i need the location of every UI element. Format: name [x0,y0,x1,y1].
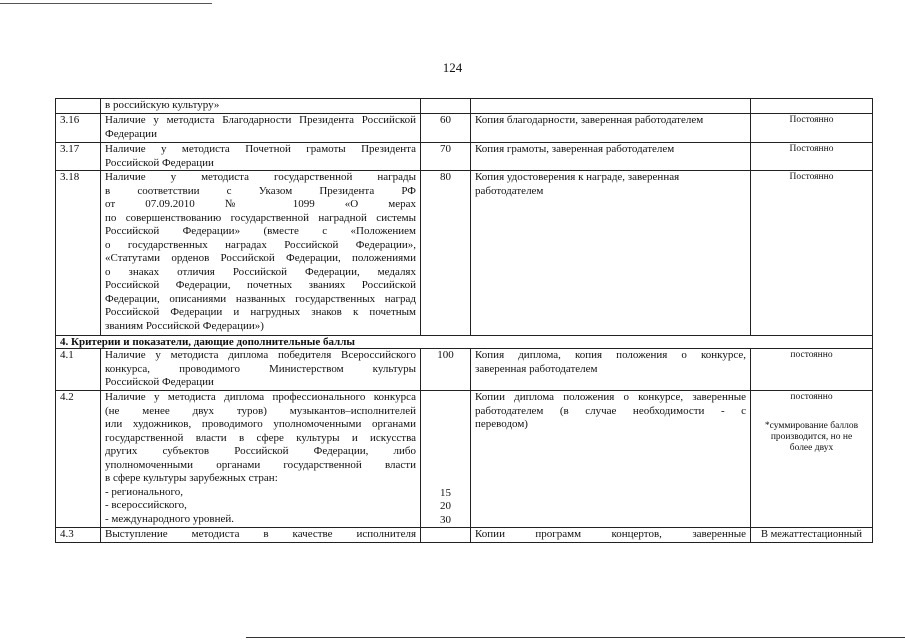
score-line: 20 [440,500,451,512]
document-cell [471,114,751,143]
description-line: других субъектов Российской Федерации, либо [105,445,416,457]
description-line: Наличие у методиста государственной награды [105,171,416,183]
table-row [56,349,873,391]
description-line: в соответствии с Указом Президента РФ [105,184,416,197]
period-note [755,421,868,454]
description-cell [101,528,421,543]
description-line: от 07.09.2010 № 1099 «О мерах [105,198,416,210]
description-line: Федерации, описаниями названных государственных наград [105,292,416,305]
table-row [56,99,873,114]
document-line: Копии программ концертов, заверенные [475,528,746,540]
row-number-cell: 4.3 [56,528,101,543]
period-cell [751,114,873,143]
section-header-row [56,336,873,349]
scan-edge-line-top [0,3,212,4]
document-line: работодателем (в случае необходимости - с [475,404,746,417]
description-line: по совершенствованию государственной наградной системы [105,211,416,224]
document-line: работодателем [475,184,544,197]
description-line: о знаках отличия Российской Федерации, медалях [105,265,416,278]
score-cell: 60 [421,114,471,143]
description-line: «Статутами орденов Российской Федерации, положениями [105,252,416,264]
score-cell: 80 [421,171,471,336]
table-row [56,171,873,336]
period-cell [751,99,873,114]
description-line: Российской Федерации и нагрудных знаков к почетным [105,306,416,318]
description-cell [101,391,421,528]
document-cell [471,99,751,114]
document-line: Копия грамоты, заверенная работодателем [475,143,675,155]
document-cell [471,143,751,171]
description-line: - всероссийского, [105,499,187,511]
description-line: Российской Федерации» (вместе с «Положением [105,225,416,237]
note-line: более двух [789,442,834,453]
score-cell: 100 [421,349,471,391]
description-line: (не менее двух туров) музыкантов–исполнителей [105,404,416,417]
row-number-cell: 3.17 [56,143,101,171]
document-cell [471,528,751,543]
row-number-cell: 3.16 [56,114,101,143]
description-line: Российской Федерации [105,156,214,169]
description-line: званиям Российской Федерации») [105,319,264,332]
period-line: Постоянно [789,172,834,182]
description-line: государственной власти в сфере культуры и искусства [105,431,416,444]
document-line: заверенная работодателем [475,362,598,375]
row-number-cell: 4.1 [56,349,101,391]
document-line: Копии диплома положения о конкурсе, заверенные [475,391,746,403]
note-line: *суммирование баллов [764,420,859,431]
period-line: постоянно [790,350,833,360]
period-cell [751,143,873,171]
description-line: или художников, проводимого уполномоченными органами [105,418,416,430]
document-cell [471,391,751,528]
document-line: Копия удостоверения к награде, заверенная [475,171,680,183]
period-cell [751,349,873,391]
description-cell [101,99,421,114]
row-number-cell: 4.2 [56,391,101,528]
period-cell [751,171,873,336]
score-cell [421,528,471,543]
document-line: переводом) [475,418,528,430]
description-line: - регионального, [105,485,183,498]
description-line: в российскую культуру» [105,99,220,111]
description-cell [101,143,421,171]
description-cell [101,349,421,391]
section-header: 4. Критерии и показатели, дающие дополнительные баллы [56,336,873,349]
description-line: Федерации [105,127,157,140]
description-line: о государственных наградах Российской Федерации», [105,238,416,251]
description-line: уполномоченными органами государственной власти [105,458,416,471]
table-row [56,391,873,528]
period-line: Постоянно [789,144,834,154]
description-line: Наличие у методиста Почетной грамоты Президента [105,143,416,155]
table-row [56,114,873,143]
description-line: Наличие у методиста диплома победителя Всероссийского [105,349,416,361]
document-cell [471,171,751,336]
description-line: Наличие у методиста диплома профессионального конкурса [105,391,416,403]
score-cell [421,99,471,114]
document-cell [471,349,751,391]
description-line: конкурса, проводимого Министерством культуры [105,362,416,375]
row-number-cell: 3.18 [56,171,101,336]
description-line: в сфере культуры зарубежных стран: [105,472,278,484]
period-line: Постоянно [789,115,834,125]
description-cell [101,171,421,336]
note-line: производится, но не [770,431,853,442]
row-number-cell [56,99,101,114]
criteria-table [55,98,873,543]
description-line: Российской Федерации [105,376,214,388]
description-line: Наличие у методиста Благодарности Президента Российской [105,114,416,126]
description-line: - международного уровней. [105,512,234,525]
score-cell: 70 [421,143,471,171]
table-row [56,528,873,543]
description-line: Российской Федерации, почетных званиях Российской [105,279,416,291]
document-line: Копия благодарности, заверенная работодателем [475,114,704,126]
period-cell [751,391,873,528]
description-line: Выступление методиста в качестве исполнителя [105,528,416,540]
description-cell [101,114,421,143]
period-line: постоянно [790,392,833,402]
scan-edge-line-bottom [246,637,905,638]
table-row [56,143,873,171]
period-cell [751,528,873,543]
score-line: 15 [440,486,451,499]
score-line: 30 [440,513,451,526]
page-number: 124 [442,60,463,75]
period-line: В межаттестационный [760,529,863,540]
score-cell [421,391,471,528]
document-line: Копия диплома, копия положения о конкурсе, [475,349,746,361]
